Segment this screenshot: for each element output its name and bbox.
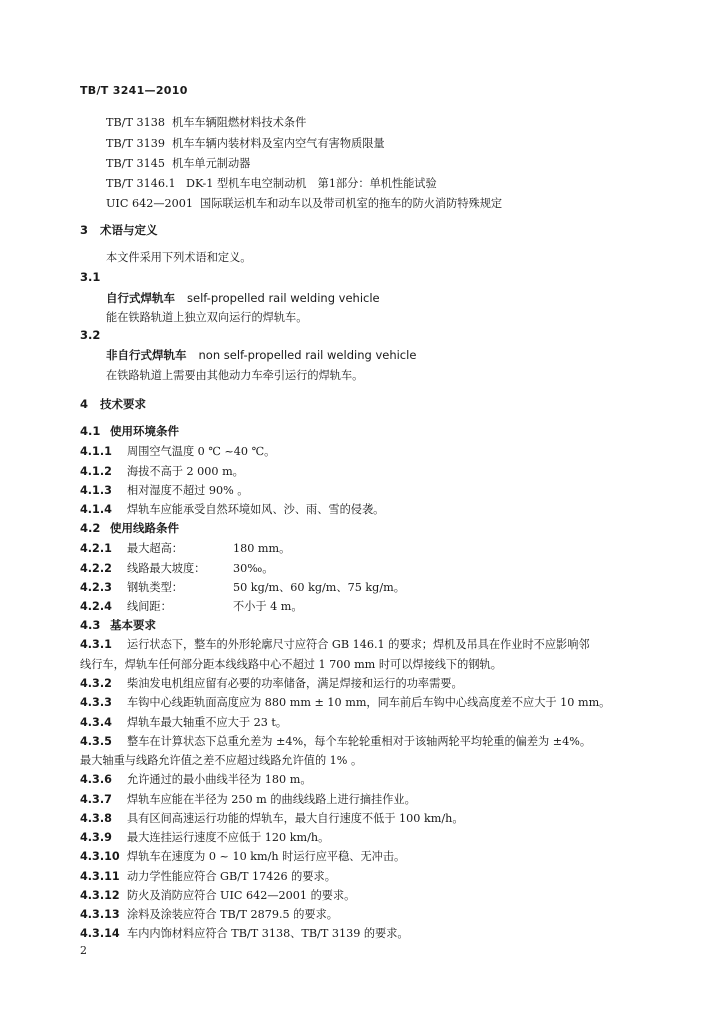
clause: 4.2.2 线路最大坡度： 30‰。: [80, 562, 274, 575]
section-heading: 4 技术要求: [80, 397, 146, 411]
term-number: 3.2: [80, 328, 101, 342]
clause: 4.3.8 具有区间高速运行功能的焊轨车，最大自行速度不低于 100 km/h。: [80, 812, 464, 825]
clause: 4.3.11 动力学性能应符合 GB/T 17426 的要求。: [80, 870, 336, 883]
clause: 4.2.3 钢轨类型： 50 kg/m、60 kg/m、75 kg/m。: [80, 581, 405, 594]
subsection-heading: 4.3 基本要求: [80, 618, 156, 632]
clause: 4.3.14 车内内饰材料应符合 TB/T 3138、TB/T 3139 的要求。: [80, 927, 409, 940]
clause-continuation: 线行车，焊轨车任何部分距本线线路中心不超过 1 700 mm 时可以焊接线下的钢轨。: [80, 658, 502, 671]
clause: 4.3.13 涂料及涂装应符合 TB/T 2879.5 的要求。: [80, 908, 338, 921]
clause: 4.2.1 最大超高： 180 mm。: [80, 542, 291, 555]
section-intro: 本文件采用下列术语和定义。: [106, 251, 252, 264]
reference-item: UIC 642—2001 国际联运机车和动车以及带司机室的拖车的防火消防特殊规定: [106, 197, 503, 210]
clause: 4.3.12 防火及消防应符合 UIC 642—2001 的要求。: [80, 889, 356, 902]
clause: 4.1.2 海拔不高于 2 000 m。: [80, 465, 244, 478]
term-entry: 自行式焊轨车 self-propelled rail welding vehicle: [106, 291, 380, 305]
term-definition: 能在铁路轨道上独立双向运行的焊轨车。: [106, 311, 308, 324]
reference-item: TB/T 3146.1 DK-1 型机车电空制动机 第1部分：单机性能试验: [106, 177, 437, 190]
clause: 4.3.10 焊轨车在速度为 0 ~ 10 km/h 时运行应平稳、无冲击。: [80, 850, 406, 863]
clause: 4.3.5 整车在计算状态下总重允差为 ±4%，每个车轮轮重相对于该轴两轮平均轮重的偏差为 ±4%。: [80, 735, 592, 748]
subsection-heading: 4.2 使用线路条件: [80, 521, 179, 535]
term-entry: 非自行式焊轨车 non self-propelled rail welding vehicle: [106, 348, 417, 362]
clause: 4.3.2 柴油发电机组应留有必要的功率储备，满足焊接和运行的功率需要。: [80, 677, 463, 690]
term-definition: 在铁路轨道上需要由其他动力车牵引运行的焊轨车。: [106, 369, 364, 382]
section-heading: 3 术语与定义: [80, 223, 158, 237]
reference-item: TB/T 3139 机车车辆内装材料及室内空气有害物质限量: [106, 137, 385, 150]
clause: 4.3.4 焊轨车最大轴重不应大于 23 t。: [80, 716, 288, 729]
term-number: 3.1: [80, 270, 101, 284]
document-header: TB/T 3241—2010: [80, 84, 188, 97]
page-number: 2: [80, 944, 87, 957]
clause: 4.1.1 周围空气温度 0 ℃ ~40 ℃。: [80, 445, 276, 458]
clause: 4.1.4 焊轨车应能承受自然环境如风、沙、雨、雪的侵袭。: [80, 503, 385, 516]
clause: 4.3.7 焊轨车应能在半径为 250 m 的曲线线路上进行摘挂作业。: [80, 793, 416, 806]
clause: 4.3.9 最大连挂运行速度不应低于 120 km/h。: [80, 831, 330, 844]
clause: 4.3.1 运行状态下，整车的外形轮廓尺寸应符合 GB 146.1 的要求；焊机及吊具在作业时不应影响邻: [80, 638, 590, 651]
clause: 4.2.4 线间距： 不小于 4 m。: [80, 600, 303, 613]
clause: 4.3.3 车钩中心线距轨面高度应为 880 mm ± 10 mm，同车前后车钩中心线高度差不应大于 10 mm。: [80, 696, 611, 709]
subsection-heading: 4.1 使用环境条件: [80, 424, 179, 438]
reference-item: TB/T 3138 机车车辆阻燃材料技术条件: [106, 116, 307, 129]
clause-continuation: 最大轴重与线路允许值之差不应超过线路允许值的 1% 。: [80, 754, 363, 767]
reference-item: TB/T 3145 机车单元制动器: [106, 157, 251, 170]
clause: 4.1.3 相对湿度不超过 90% 。: [80, 484, 249, 497]
clause: 4.3.6 允许通过的最小曲线半径为 180 m。: [80, 773, 312, 786]
